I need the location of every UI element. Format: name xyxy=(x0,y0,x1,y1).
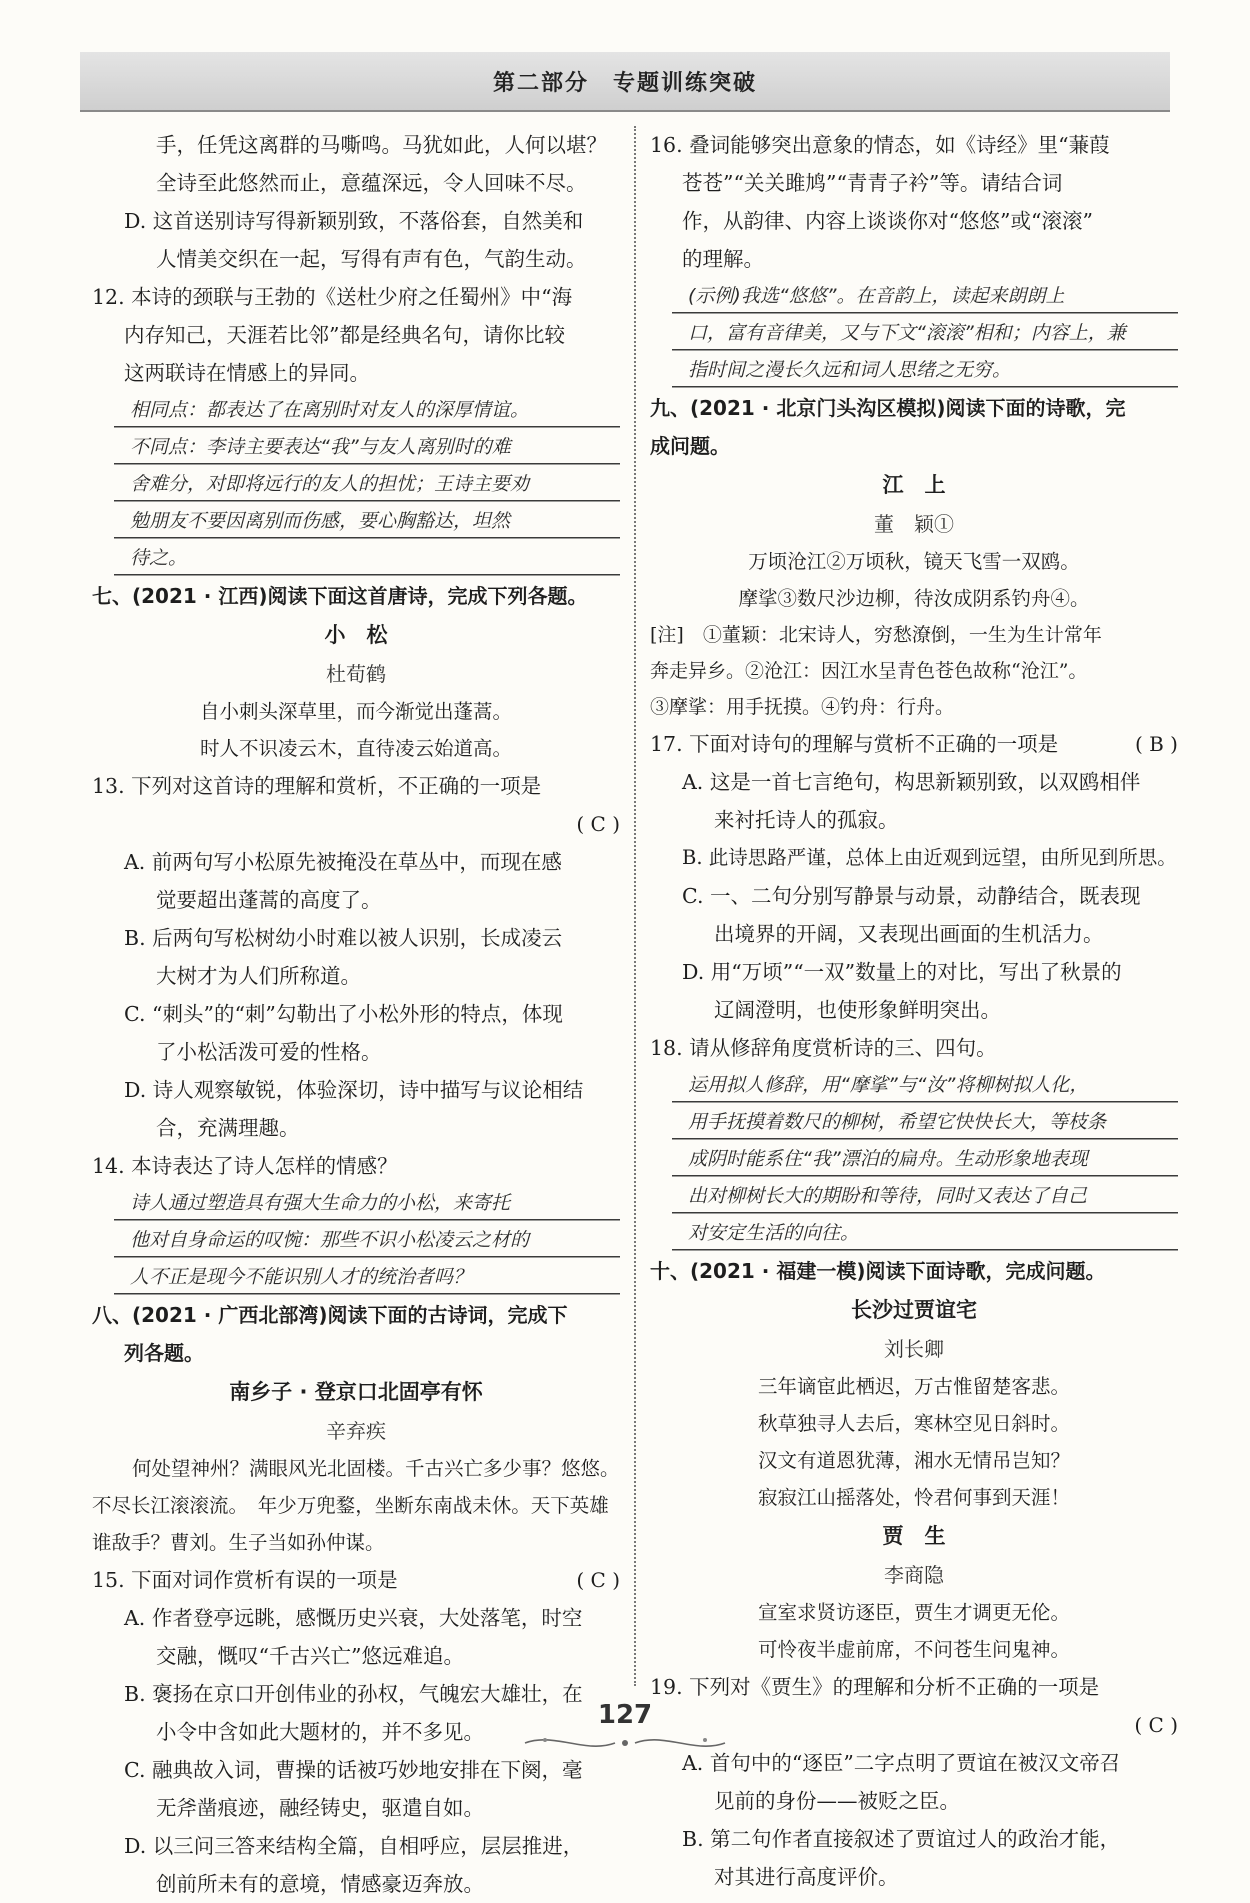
q13-stem: 13. 下列对这首诗的理解和赏析，不正确的一项是 xyxy=(92,774,542,798)
poem-title: 江 上 xyxy=(882,473,946,497)
q16-answer xyxy=(672,278,1178,389)
q19-option-b: B. 第二句作者直接叙述了贾谊过人的政治才能， xyxy=(682,1827,1121,1851)
answer-line: 成阴时能系住“我”漂泊的扁舟。生动形象地表现 xyxy=(688,1148,1088,1170)
answer-line: 指时间之漫长久远和词人思绪之无穷。 xyxy=(688,359,1012,381)
q17-option-c: C. 一、二句分别写静景与动景，动静结合，既表现 xyxy=(682,884,1141,908)
section-9-heading: 九、(2021 · 北京门头沟区模拟)阅读下面的诗歌，完 xyxy=(650,396,1126,420)
section-7-heading: 七、(2021 · 江西)阅读下面这首唐诗，完成下列各题。 xyxy=(92,584,588,608)
answer-line: 诗人通过塑造具有强大生命力的小松，来寄托 xyxy=(130,1192,511,1214)
q16-stem: 苍苍”“关关雎鸠”“青青子衿”等。请结合词 xyxy=(682,171,1063,195)
q17-option-a: A. 这是一首七言绝句，构思新颖别致，以双鸥相伴 xyxy=(682,770,1141,794)
answer-line: 用手抚摸着数尺的柳树，希望它快快长大，等枝条 xyxy=(688,1111,1107,1133)
answer-line: 口，富有音律美，又与下文“滚滚”相和；内容上，兼 xyxy=(688,322,1126,344)
q17-option-a: 来衬托诗人的孤寂。 xyxy=(714,808,899,832)
poem-line: 三年谪宦此栖迟，万古惟留楚客悲。 xyxy=(757,1375,1070,1398)
answer-line: 待之。 xyxy=(130,547,188,569)
q15-stem: 15. 下面对词作赏析有误的一项是 xyxy=(92,1568,398,1592)
answer-line: 相同点：都表达了在离别时对友人的深厚情谊。 xyxy=(130,399,530,421)
poem-title: 南乡子 · 登京口北固亭有怀 xyxy=(229,1380,483,1404)
q14-stem: 14. 本诗表达了诗人怎样的情感？ xyxy=(92,1154,398,1178)
answer-line: 对安定生活的向往。 xyxy=(688,1222,860,1244)
q17-option-d: D. 用“万顷”“一双”数量上的对比，写出了秋景的 xyxy=(682,960,1122,984)
q19-option-b: 对其进行高度评价。 xyxy=(714,1865,899,1889)
q19-option-a: A. 首句中的“逐臣”二字点明了贾谊在被汉文帝召 xyxy=(682,1751,1121,1775)
q18-stem: 18. 请从修辞角度赏析诗的三、四句。 xyxy=(650,1036,997,1060)
poem-line: 汉文有道恩犹薄，湘水无情吊岂知？ xyxy=(757,1449,1070,1472)
q17-option-c: 出境界的开阔，又表现出画面的生机活力。 xyxy=(714,922,1104,946)
poem-note: ③摩挲：用手抚摸。④钓舟：行舟。 xyxy=(650,696,955,718)
q15-option-d: 创前所未有的意境，情感豪迈奔放。 xyxy=(156,1872,484,1896)
poem-line: 万顷沧江②万顷秋，镜天飞雪一双鸥。 xyxy=(748,550,1080,573)
column-divider xyxy=(634,126,636,1686)
ci-text: 何处望神州？满眼风光北固楼。千古兴亡多少事？悠悠。不尽长江滚滚流。 年少万兜鍪，坐断东南战未休。天下英雄谁敌手？曹刘。生子当如孙仲谋。 xyxy=(92,1457,620,1554)
q17-answer: ( B ) xyxy=(1134,732,1178,756)
q18-answer xyxy=(672,1067,1178,1252)
q15-option-a: 交融，慨叹“千古兴亡”悠远难追。 xyxy=(156,1644,464,1668)
q11-option-d: 人情美交织在一起，写得有声有色，气韵生动。 xyxy=(156,247,587,271)
q15-option-c: C. 融典故入词，曹操的话被巧妙地安排在下阕，毫 xyxy=(124,1758,583,1782)
poem-line: 自小刺头深草里，而今渐觉出蓬蒿。 xyxy=(199,700,512,723)
poem-line: 摩挲③数尺沙边柳，待汝成阴系钓舟④。 xyxy=(738,587,1090,610)
q13-option-d: D. 诗人观察敏锐，体验深切，诗中描写与议论相结 xyxy=(124,1078,584,1102)
q15-option-b: B. 褒扬在京口开创伟业的孙权，气魄宏大雄壮，在 xyxy=(124,1682,583,1706)
poem-line: 秋草独寻人去后，寒林空见日斜时。 xyxy=(757,1412,1070,1435)
q13-option-c: 了小松活泼可爱的性格。 xyxy=(156,1040,382,1064)
page-header xyxy=(80,52,1170,112)
poem-author: 杜荀鹤 xyxy=(326,662,386,686)
q13-option-c: C. “刺头”的“刺”勾勒出了小松外形的特点，体现 xyxy=(124,1002,563,1026)
q13-answer-row xyxy=(92,805,620,843)
header-title: 第二部分 专题训练突破 xyxy=(492,70,757,96)
q19-answer: ( C ) xyxy=(1134,1713,1178,1737)
poem-line: 寂寂江山摇落处，怜君何事到天涯！ xyxy=(757,1486,1070,1509)
q11-text: 全诗至此悠然而止，意蕴深远，令人回味不尽。 xyxy=(156,171,587,195)
answer-line: 勉朋友不要因离别而伤感，要心胸豁达，坦然 xyxy=(130,510,511,532)
q15-option-a: A. 作者登亭远眺，感慨历史兴衰，大处落笔，时空 xyxy=(124,1606,583,1630)
answer-line: 舍难分，对即将远行的友人的担忧；王诗主要劝 xyxy=(130,473,530,495)
q15-option-c: 无斧凿痕迹，融经铸史，驱遣自如。 xyxy=(156,1796,484,1820)
poem-note: [注] ①董颖：北宋诗人，穷愁潦倒，一生为生计常年 xyxy=(650,624,1102,646)
poem-author: 董 颖① xyxy=(874,512,954,536)
section-9-heading: 成问题。 xyxy=(650,434,730,458)
q11-text: 手，任凭这离群的马嘶鸣。马犹如此，人何以堪？ xyxy=(156,133,607,157)
section-8-heading: 八、(2021 · 广西北部湾)阅读下面的古诗词，完成下 xyxy=(92,1303,568,1327)
q13-answer: ( C ) xyxy=(576,812,620,836)
answer-line: 他对自身命运的叹惋：那些不识小松凌云之材的 xyxy=(130,1229,530,1251)
q15-stem-row xyxy=(92,1561,620,1599)
q13-option-d: 合，充满理趣。 xyxy=(156,1116,300,1140)
section-8-heading: 列各题。 xyxy=(124,1341,204,1365)
poem-author: 李商隐 xyxy=(884,1563,944,1587)
answer-line: 运用拟人修辞，用“摩挲”与“汝”将柳树拟人化， xyxy=(688,1074,1089,1096)
flourish-ornament-icon xyxy=(515,1730,735,1756)
poem-line: 时人不识凌云木，直待凌云始道高。 xyxy=(199,737,512,760)
q12-stem: 内存知己，天涯若比邻”都是经典名句，请你比较 xyxy=(124,323,565,347)
answer-line: (示例)我选“悠悠”。在音韵上，读起来朗朗上 xyxy=(688,285,1065,307)
q12-answer xyxy=(114,392,620,577)
q15-answer: ( C ) xyxy=(576,1568,620,1592)
q13-option-a: A. 前两句写小松原先被掩没在草丛中，而现在感 xyxy=(124,850,562,874)
q17-option-b: B. 此诗思路严谨，总体上由近观到远望，由所见到所思。 xyxy=(682,846,1177,869)
poem-title: 长沙过贾谊宅 xyxy=(851,1298,977,1322)
left-column xyxy=(92,126,620,1903)
page-footer xyxy=(0,1700,1250,1756)
q13-option-b: B. 后两句写松树幼小时难以被人识别，长成凌云 xyxy=(124,926,563,950)
q14-answer xyxy=(114,1185,620,1296)
right-column xyxy=(650,126,1178,1896)
poem-title: 贾 生 xyxy=(882,1524,946,1548)
q11-option-d: D. 这首送别诗写得新颖别致，不落俗套，自然美和 xyxy=(124,209,584,233)
poem-author: 辛弃疾 xyxy=(326,1419,386,1443)
q16-stem: 的理解。 xyxy=(682,247,764,271)
q15-option-b: 小令中含如此大题材的，并不多见。 xyxy=(156,1720,484,1744)
q17-stem: 17. 下面对诗句的理解与赏析不正确的一项是 xyxy=(650,732,1059,756)
answer-line: 不同点：李诗主要表达“我”与友人离别时的难 xyxy=(130,436,511,458)
poem-author: 刘长卿 xyxy=(884,1337,944,1361)
poem-note: 奔走异乡。②沧江：因江水呈青色苍色故称“沧江”。 xyxy=(650,660,1088,682)
q12-stem: 12. 本诗的颈联与王勃的《送杜少府之任蜀州》中“海 xyxy=(92,285,573,309)
q16-stem: 作，从韵律、内容上谈谈你对“悠悠”或“滚滚” xyxy=(682,209,1093,233)
q13-option-b: 大树才为人们所称道。 xyxy=(156,964,361,988)
q12-stem: 这两联诗在情感上的异同。 xyxy=(124,361,370,385)
q15-option-d: D. 以三问三答来结构全篇，自相呼应，层层推进， xyxy=(124,1834,584,1858)
poem-title: 小 松 xyxy=(324,623,388,647)
q16-stem: 16. 叠词能够突出意象的情态，如《诗经》里“蒹葭 xyxy=(650,133,1110,157)
answer-line: 人不正是现今不能识别人才的统治者吗？ xyxy=(130,1266,473,1288)
q17-option-d: 辽阔澄明，也使形象鲜明突出。 xyxy=(714,998,1001,1022)
q13-option-a: 觉要超出蓬蒿的高度了。 xyxy=(156,888,382,912)
q17-stem-row xyxy=(650,725,1178,763)
answer-line: 出对柳树长大的期盼和等待，同时又表达了自己 xyxy=(688,1185,1088,1207)
poem-line: 宣室求贤访逐臣，贾生才调更无伦。 xyxy=(757,1601,1070,1624)
q19-stem: 19. 下列对《贾生》的理解和分析不正确的一项是 xyxy=(650,1675,1100,1699)
poem-line: 可怜夜半虚前席，不问苍生问鬼神。 xyxy=(757,1638,1070,1661)
q19-option-a: 见前的身份——被贬之臣。 xyxy=(714,1789,960,1813)
section-10-heading: 十、(2021 · 福建一模)阅读下面诗歌，完成问题。 xyxy=(650,1259,1106,1283)
page-number: 127 xyxy=(597,1700,653,1730)
